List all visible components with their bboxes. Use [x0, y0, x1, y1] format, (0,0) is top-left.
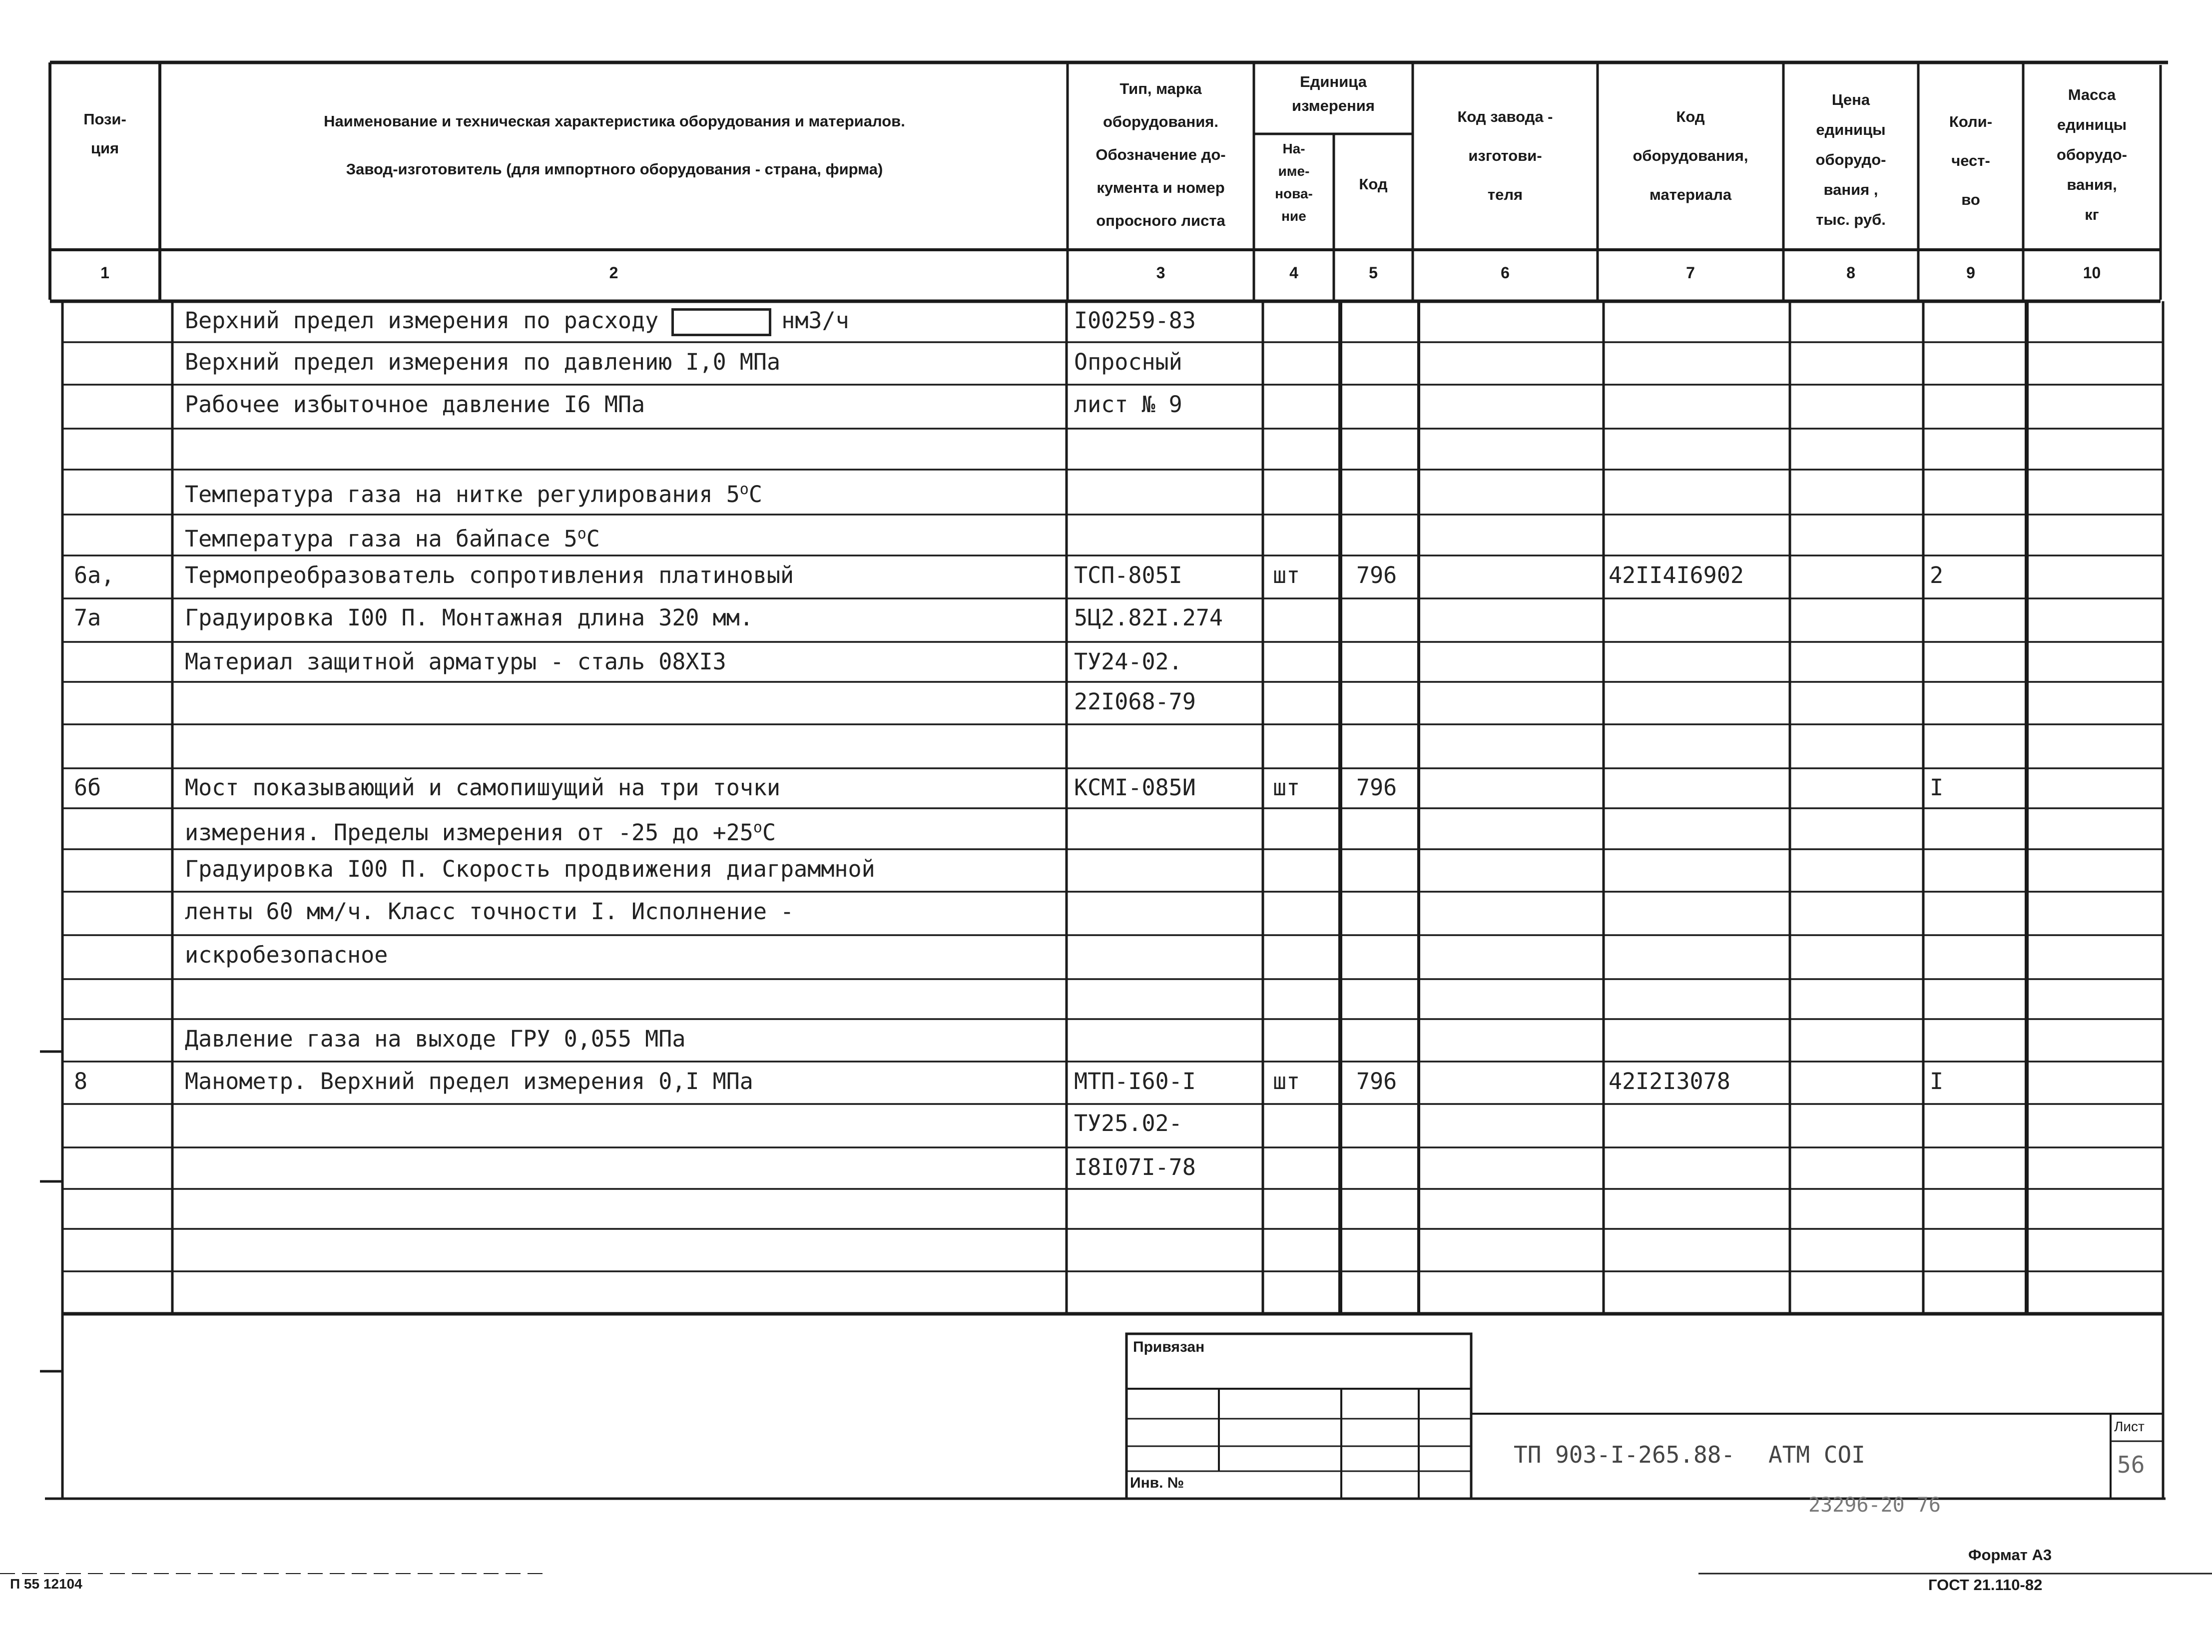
cell-equip-code: 42II4I6902 — [1609, 562, 1744, 588]
header-unit-code-text: Код — [1359, 175, 1388, 193]
cell-name — [185, 1017, 685, 1062]
header-type-line: опросного листа — [1096, 212, 1225, 229]
header-quantity — [1918, 102, 2023, 219]
degree-unit: C — [586, 526, 600, 552]
column-number: 3 — [1156, 264, 1165, 282]
cell-type: КСМI-085И — [1074, 774, 1196, 801]
cell-name — [185, 340, 780, 385]
cell-name — [185, 847, 875, 892]
cell-name — [185, 1059, 753, 1104]
cell-type: I8I07I-78 — [1074, 1154, 1196, 1180]
cell-name-text: Давление газа на выходе ГРУ 0,055 МПа — [185, 1026, 686, 1052]
header-mass-line: вания, — [2067, 176, 2117, 193]
header-name-line: Завод-изготовитель (для импортного оборудования - страна, фирма) — [346, 160, 883, 178]
cell-name — [185, 933, 388, 978]
degree-unit: C — [748, 481, 762, 508]
column-number: 8 — [1846, 264, 1855, 282]
cell-name-text: Температура газа на нитке регулирования 5 — [185, 481, 740, 508]
cell-type: МТП-I60-I — [1074, 1068, 1196, 1095]
cell-name-text: ленты 60 мм/ч. Класс точности I. Исполнение - — [185, 898, 794, 925]
header-unit-name-line: име- — [1278, 163, 1310, 179]
header-price — [1783, 85, 1918, 235]
cell-name — [185, 553, 794, 598]
header-type-line: Обозначение до- — [1096, 146, 1226, 163]
header-position — [50, 105, 160, 163]
header-quantity-line: чест- — [1951, 152, 1990, 169]
header-quantity-line: Коли- — [1949, 113, 1993, 130]
header-position-line: ция — [90, 139, 119, 157]
cell-unit: шт — [1273, 1068, 1300, 1095]
cell-type: 22I068-79 — [1074, 688, 1196, 715]
stamp-attached: Привязан — [1133, 1339, 1205, 1355]
degree-sign: o — [577, 525, 586, 543]
column-number: 1 — [100, 264, 109, 282]
cell-name-text: Градуировка I00 П. Монтажная длина 320 мм. — [185, 604, 753, 631]
cell-name-text: Рабочее избыточное давление I6 МПа — [185, 391, 645, 418]
cell-code: 796 — [1356, 774, 1397, 801]
cell-name-text: Манометр. Верхний предел измерения 0,I МПа — [185, 1068, 753, 1095]
cell-type: ТУ24-02. — [1074, 648, 1182, 675]
header-mass-line: кг — [2085, 206, 2099, 223]
document-code: ТП 903-I-265.88- — [1514, 1441, 1735, 1468]
sheet-label: Лист — [2114, 1419, 2145, 1434]
cell-qty: 2 — [1930, 562, 1944, 588]
cell-name-text: искробезопасное — [185, 942, 388, 968]
header-equipment-line: Код — [1676, 108, 1705, 125]
column-number: 9 — [1966, 264, 1975, 282]
header-equipment-code — [1598, 97, 1783, 214]
header-price-line: тыс. руб. — [1816, 211, 1886, 228]
header-unit-line: Единица — [1300, 73, 1367, 90]
cell-unit: шт — [1273, 774, 1300, 801]
column-number: 4 — [1289, 264, 1298, 282]
cell-qty: I — [1930, 1068, 1944, 1095]
document-suffix: АТМ СОI — [1768, 1441, 1865, 1468]
footer-left-code: П 55 12104 — [10, 1576, 82, 1592]
header-unit-name-line: На- — [1282, 141, 1305, 156]
header-factory-line: Код завода - — [1457, 108, 1553, 125]
cell-unit: шт — [1273, 562, 1300, 588]
cell-name-text: Градуировка I00 П. Скорость продвижения диаграммной — [185, 856, 875, 882]
header-quantity-line: во — [1961, 191, 1980, 208]
header-unit-name — [1254, 137, 1334, 227]
gost-label: ГОСТ 21.110-82 — [1928, 1576, 2043, 1594]
cell-name-text: измерения. Пределы измерения от -25 до +25 — [185, 819, 753, 846]
cell-name — [185, 467, 762, 517]
stamp-inventory-number: Инв. № — [1130, 1475, 1184, 1491]
cell-name — [185, 298, 849, 343]
degree-unit: C — [762, 819, 776, 846]
header-unit-line: измерения — [1292, 97, 1375, 114]
header-mass-line: Масса — [2068, 86, 2116, 103]
header-mass-line: единицы — [2057, 116, 2127, 133]
header-unit-name-line: ние — [1281, 208, 1306, 224]
cell-name-text: Мост показывающий и самопишущий на три точки — [185, 774, 781, 801]
cell-pos: 6б — [74, 774, 101, 801]
cell-name — [185, 639, 726, 684]
cell-type: ТУ25.02- — [1074, 1110, 1182, 1136]
column-number: 7 — [1686, 264, 1695, 282]
cell-pos: 8 — [74, 1068, 88, 1095]
header-price-line: вания , — [1823, 181, 1878, 198]
header-price-line: единицы — [1816, 121, 1886, 138]
cell-type: лист № 9 — [1074, 391, 1182, 418]
degree-sign: o — [739, 481, 749, 498]
header-type — [1068, 72, 1254, 237]
header-mass-line: оборудо- — [2057, 146, 2127, 163]
header-type-line: оборудования. — [1103, 113, 1218, 130]
cell-name-text: Верхний предел измерения по расходу — [185, 307, 659, 334]
cell-name — [185, 382, 645, 427]
cell-type: 5Ц2.82I.274 — [1074, 604, 1223, 631]
cell-name — [185, 595, 753, 640]
header-type-line: кумента и номер — [1097, 179, 1225, 196]
cell-type: I00259-83 — [1074, 307, 1196, 334]
unit-suffix: нм3/ч — [781, 307, 849, 334]
header-equipment-line: оборудования, — [1633, 147, 1748, 164]
header-factory-code — [1413, 97, 1598, 214]
cell-name — [185, 765, 780, 810]
order-number: 23296-20 76 — [1808, 1494, 1941, 1517]
column-number: 2 — [609, 264, 618, 282]
header-price-line: Цена — [1831, 91, 1870, 108]
cell-type: ТСП-805I — [1074, 562, 1182, 588]
blank-input-box — [671, 308, 771, 336]
cell-pos: 6а, — [74, 562, 115, 588]
cell-name-text: Термопреобразователь сопротивления платиновый — [185, 562, 794, 588]
cell-name-text: Материал защитной арматуры - сталь 08ХI3 — [185, 648, 726, 675]
header-equipment-line: материала — [1649, 186, 1732, 203]
header-price-line: оборудо- — [1815, 151, 1886, 168]
cell-qty: I — [1930, 774, 1944, 801]
header-unit-code — [1334, 170, 1413, 199]
sheet-number: 56 — [2117, 1451, 2145, 1478]
header-name-line: Наименование и техническая характеристика оборудования и материалов. — [324, 112, 905, 130]
cell-code: 796 — [1356, 1068, 1397, 1095]
header-name — [165, 97, 1064, 193]
cell-type: Опросный — [1074, 349, 1182, 375]
cell-name-text: Температура газа на байпасе 5 — [185, 526, 577, 552]
header-unit-group — [1254, 70, 1413, 118]
header-mass — [2023, 80, 2161, 230]
header-type-line: Тип, марка — [1119, 80, 1202, 97]
header-factory-line: изготови- — [1468, 147, 1542, 164]
column-number: 5 — [1369, 264, 1378, 282]
header-unit-name-line: нова- — [1275, 186, 1313, 201]
cell-code: 796 — [1356, 562, 1397, 588]
header-position-line: Пози- — [83, 110, 126, 128]
format-label: Формат А3 — [1968, 1546, 2052, 1564]
column-number: 10 — [2083, 264, 2101, 282]
cell-name-text: Верхний предел измерения по давлению I,0 МПа — [185, 349, 781, 375]
degree-sign: o — [753, 819, 762, 836]
cell-pos: 7а — [74, 604, 101, 631]
cell-name — [185, 889, 794, 934]
column-number: 6 — [1501, 264, 1510, 282]
header-factory-line: теля — [1487, 186, 1523, 203]
cell-equip-code: 42I2I3078 — [1609, 1068, 1730, 1095]
